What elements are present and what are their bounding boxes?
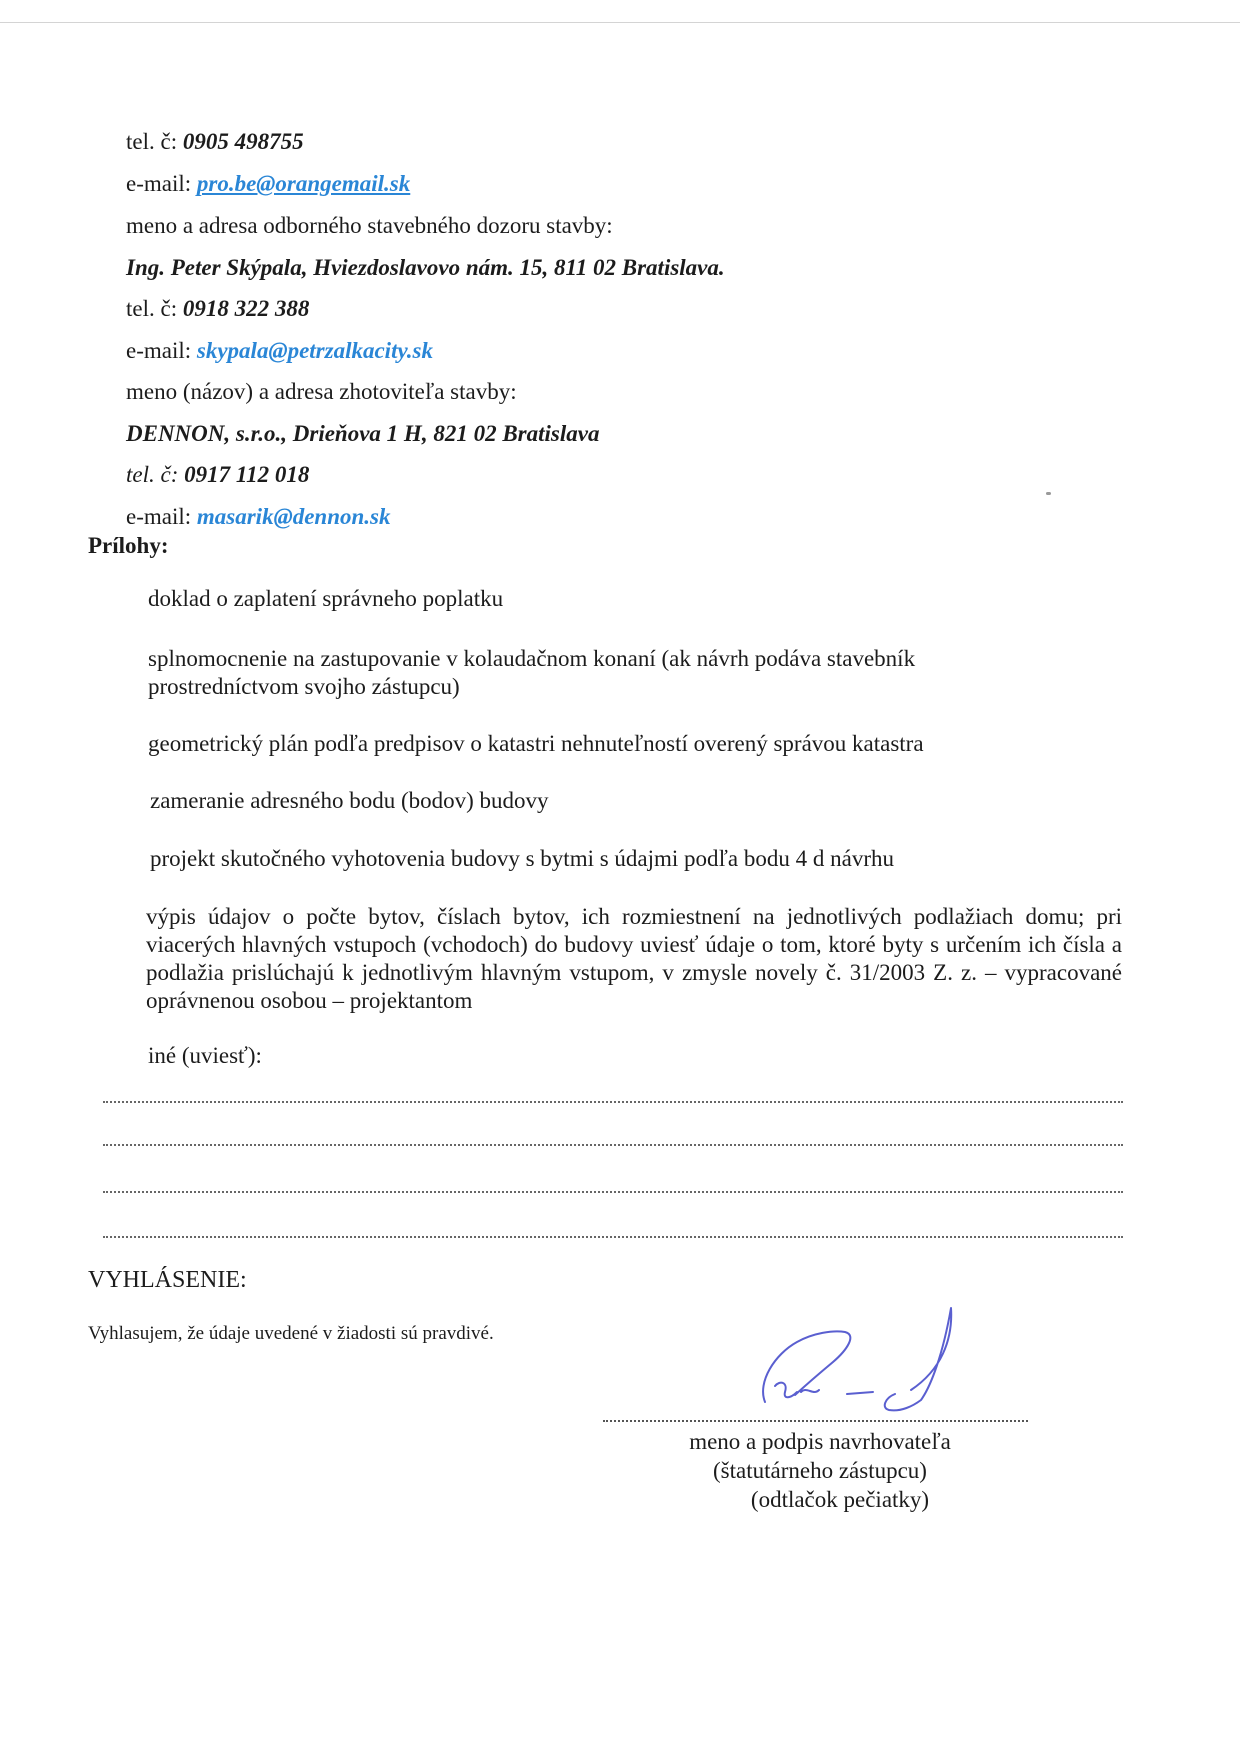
email-label: e-mail: [126,504,192,529]
attachment-item: doklad o zaplatení správneho poplatku [148,586,504,611]
investor-email-link[interactable]: pro.be@orangemail.sk [196,171,411,196]
investor-email-line [126,170,410,198]
supervisor-tel: 0918 322 388 [182,296,310,321]
scan-speck [1046,492,1051,495]
attachments-title: Prílohy: [88,533,169,558]
fill-in-line [103,1191,1123,1193]
fill-in-line [103,1236,1123,1238]
supervisor-email-link[interactable]: skypala@petrzalkacity.sk [196,338,434,363]
contractor-heading: meno (názov) a adresa zhotoviteľa stavby: [126,379,517,404]
attachment-item: geometrický plán podľa predpisov o katastri nehnuteľností overený správou katastra [148,731,924,756]
tel-label: tel. č: [126,296,178,321]
signature-caption-line1: meno a podpis navrhovateľa [689,1429,951,1454]
attachment-item: výpis údajov o počte bytov, číslach bytov, ich rozmiestnení na jednotlivých podlažiach domu; pri viacerých hlavných vstupoch (vchodoch) do budovy uviesť údaje o tom, ktoré byty s určením ich čísla a podlažia prislúchajú k jednotlivým hlavným vstupom, v zmysle novely č. 31/2003 Z. z. – vypracované oprávnenou osobou – projektantom [146,904,1122,1013]
supervisor-email-line [126,337,433,365]
tel-label: tel. č: [126,129,178,154]
signature-caption-line3: (odtlačok pečiatky) [750,1487,930,1512]
signature-caption-line2: (štatutárneho zástupcu) [713,1458,927,1483]
attachment-item: projekt skutočného vyhotovenia budovy s bytmi s údajmi podľa bodu 4 d návrhu [150,846,894,871]
supervisor-name-address: Ing. Peter Skýpala, Hviezdoslavovo nám. 15, 811 02 Bratislava. [126,255,725,280]
scan-top-edge [0,22,1240,23]
supervisor-heading: meno a adresa odborného stavebného dozoru stavby: [126,213,613,238]
investor-tel-line [126,128,304,156]
declaration-text: Vyhlasujem, že údaje uvedené v žiadosti sú pravdivé. [88,1323,494,1344]
contractor-email-link[interactable]: masarik@dennon.sk [196,504,391,529]
email-label: e-mail: [126,338,192,363]
email-label: e-mail: [126,171,192,196]
contractor-name-address: DENNON, s.r.o., Drieňova 1 H, 821 02 Bratislava [126,421,600,446]
signature-line [603,1420,1028,1422]
handwritten-signature [735,1302,965,1427]
contractor-tel: 0917 112 018 [184,462,310,487]
tel-label: tel. č: [126,462,179,487]
attachment-item: splnomocnenie na zastupovanie v kolaudačnom konaní (ak návrh podáva stavebník prostredníctvom svojho zástupcu) [148,646,916,699]
investor-tel: 0905 498755 [182,129,304,154]
attachment-item: zameranie adresného bodu (bodov) budovy [150,788,549,813]
attachment-item-other: iné (uviesť): [148,1043,262,1068]
contractor-email-line [126,503,391,531]
declaration-title: VYHLÁSENIE: [88,1267,247,1293]
fill-in-line [103,1101,1123,1103]
contractor-tel-line [126,461,309,489]
supervisor-tel-line [126,295,309,323]
fill-in-line [103,1144,1123,1146]
